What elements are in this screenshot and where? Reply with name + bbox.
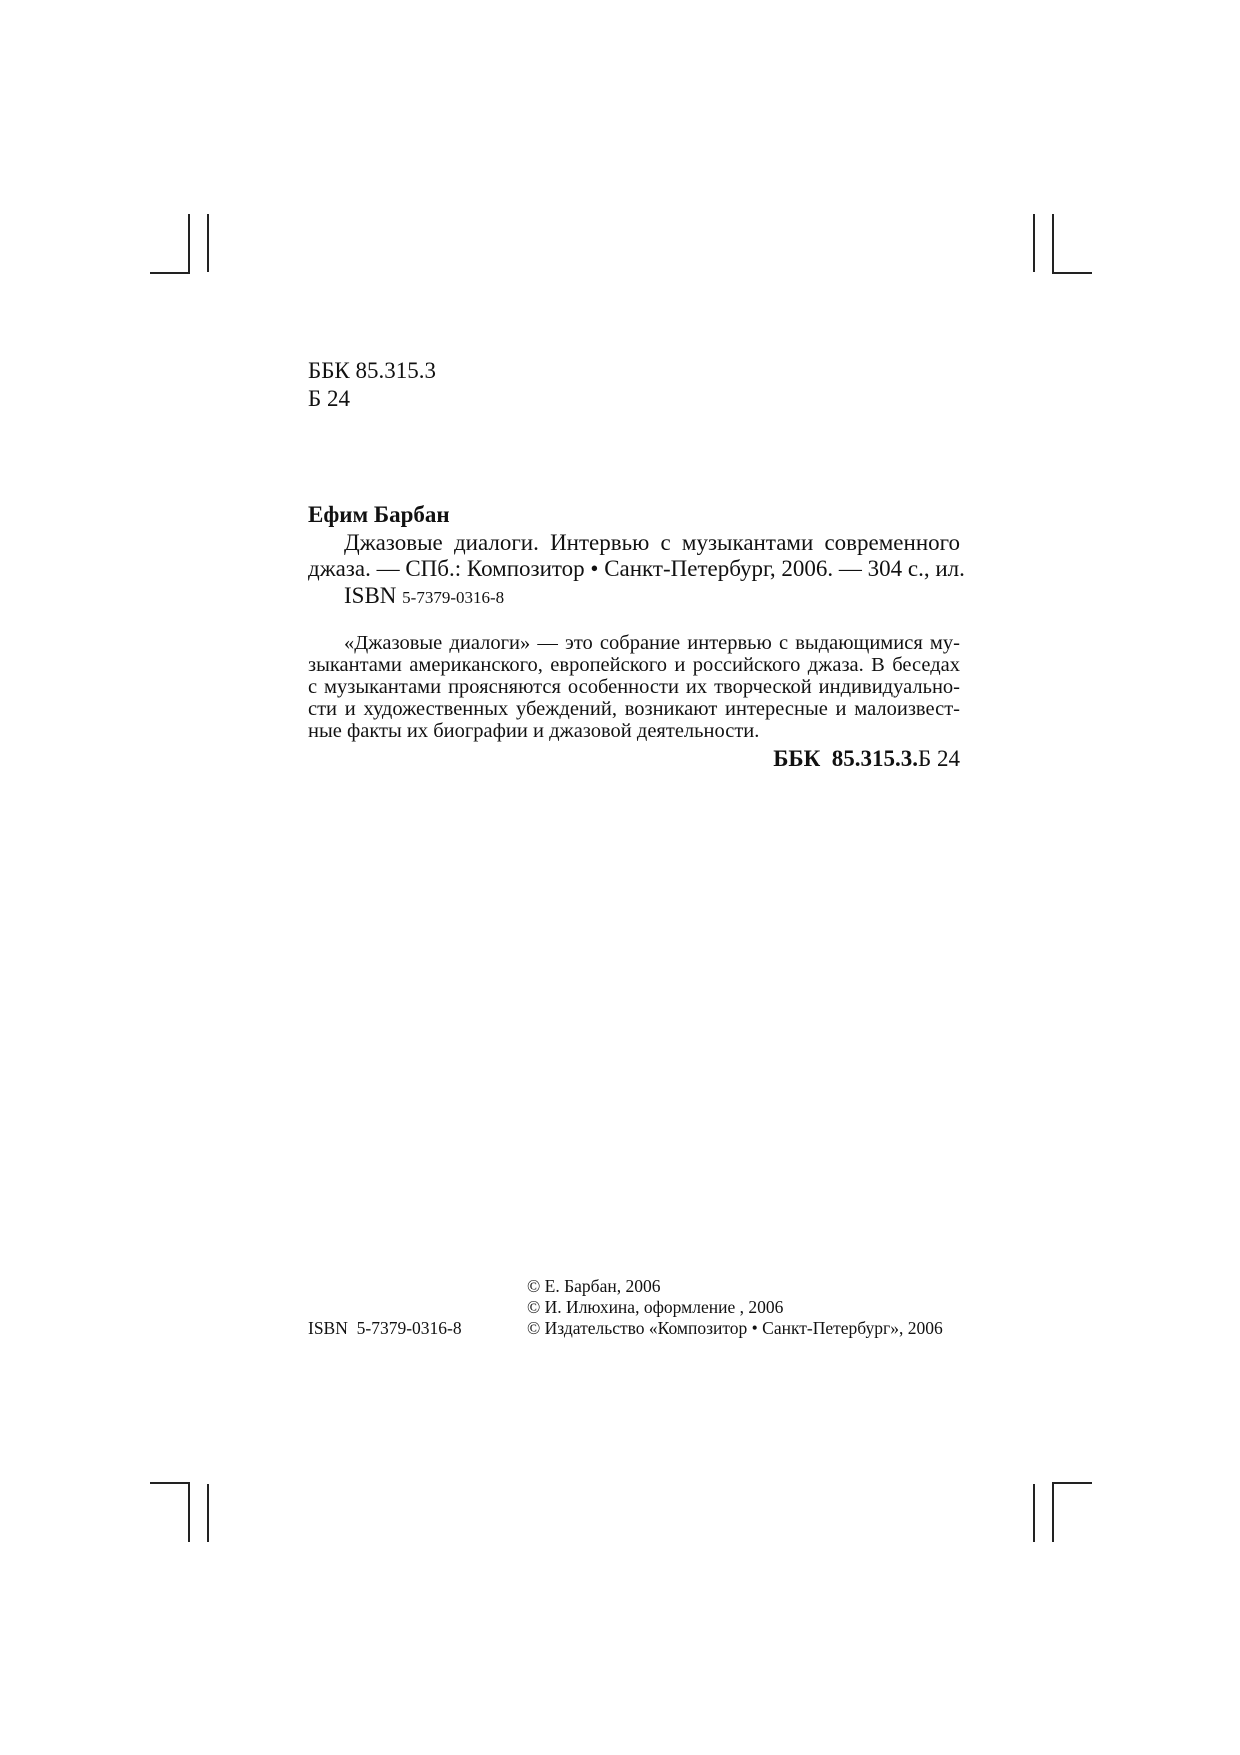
annotation-line: «Джазовые диалоги» — это собрание интервью с выдающимися му- bbox=[344, 632, 960, 654]
description-line: Джазовые диалоги. Интервью с музыкантами современного bbox=[344, 530, 960, 555]
crop-mark-bottom-right-vertical-1 bbox=[1033, 1484, 1035, 1542]
crop-mark-top-left-horizontal bbox=[150, 272, 190, 274]
copyright-design: © И. Илюхина, оформление , 2006 bbox=[527, 1297, 784, 1317]
crop-mark-top-right-horizontal bbox=[1052, 272, 1092, 274]
annotation-line: сти и художественных убеждений, возникают интересные и малоизвест- bbox=[308, 698, 960, 720]
isbn-line bbox=[344, 583, 504, 611]
crop-mark-bottom-left-vertical-1 bbox=[188, 1484, 190, 1542]
copyright-publisher: © Издательство «Композитор • Санкт-Петербург», 2006 bbox=[527, 1318, 943, 1338]
crop-mark-bottom-right-vertical-2 bbox=[1052, 1484, 1054, 1542]
crop-mark-top-left-vertical-2 bbox=[207, 214, 209, 272]
description-line: джаза. — СПб.: Композитор • Санкт-Петербург, 2006. — 304 с., ил. bbox=[308, 556, 965, 581]
crop-mark-bottom-left-vertical-2 bbox=[207, 1484, 209, 1542]
bbk-classification: ББК 85.315.3 bbox=[308, 358, 437, 383]
crop-mark-top-left-vertical-1 bbox=[188, 214, 190, 272]
author-mark: Б 24 bbox=[308, 386, 350, 411]
isbn-number: 5-7379-0316-8 bbox=[402, 588, 505, 607]
isbn-prefix: ISBN bbox=[344, 583, 397, 608]
footer-isbn: ISBN 5-7379-0316-8 bbox=[308, 1318, 462, 1338]
annotation-line: с музыкантами проясняются особенности их творческой индивидуально- bbox=[308, 676, 960, 698]
author-name: Ефим Барбан bbox=[308, 502, 450, 527]
copyright-author: © Е. Барбан, 2006 bbox=[527, 1276, 661, 1296]
annotation-bbk-author-mark: Б 24 bbox=[918, 746, 960, 771]
crop-mark-top-right-vertical-1 bbox=[1033, 214, 1035, 272]
annotation-bbk-code: ББК 85.315.3. bbox=[773, 746, 919, 771]
annotation-line: зыкантами американского, европейского и российского джаза. В беседах bbox=[308, 654, 960, 676]
annotation-line: ные факты их биографии и джазовой деятельности. bbox=[308, 720, 760, 742]
annotation-bbk bbox=[308, 746, 960, 772]
bibliographic-description bbox=[308, 530, 965, 582]
crop-mark-top-right-vertical-2 bbox=[1052, 214, 1054, 272]
crop-mark-bottom-right-horizontal bbox=[1052, 1482, 1092, 1484]
annotation bbox=[308, 632, 960, 742]
crop-mark-bottom-left-horizontal bbox=[150, 1482, 190, 1484]
